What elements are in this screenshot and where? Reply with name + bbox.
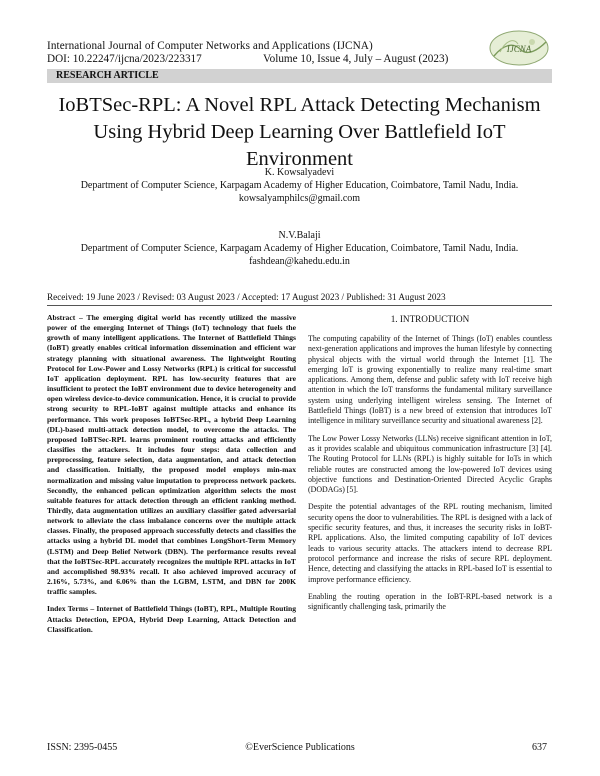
page-number: 637 <box>532 742 547 753</box>
author-2-name: N.V.Balaji <box>278 230 321 241</box>
author-1-name: K. Kowsalyadevi <box>264 167 335 178</box>
volume-issue: Volume 10, Issue 4, July – August (2023) <box>263 53 449 65</box>
intro-paragraph-2: The Low Power Lossy Networks (LLNs) receive significant attention in IoT, as it provides scalable and ubiquitous communication infrastructure [3] [4]. The Routing Protocol for LLNs (RPL) is highly suitable for IoTs in which reliable routes are constructed among the low-powered IoT devices using objective functions and Destination-Oriented Directed Acyclic Graphs (DODAGs) [5]. <box>308 433 552 495</box>
section-label: RESEARCH ARTICLE <box>56 70 159 81</box>
journal-logo <box>488 28 550 68</box>
index-terms: Index Terms – Internet of Battlefield Things (IoBT), RPL, Multiple Routing Attacks Detection, EPOA, Hybrid Deep Learning, Attack Detection and Classification. <box>47 604 296 634</box>
author-2-affiliation: Department of Computer Science, Karpagam Academy of Higher Education, Coimbatore, Tamil Nadu, India. <box>80 243 519 254</box>
author-1-affiliation: Department of Computer Science, Karpagam Academy of Higher Education, Coimbatore, Tamil Nadu, India. <box>80 180 519 191</box>
intro-paragraph-3: Despite the potential advantages of the RPL routing mechanism, limited security opens the door to vulnerabilities. The RPL is designed with a lack of specific security features, and thus, it increases the security risks in IoBT-RPL applications. Also, the limited computing capability of IoT devices leads to various security attacks. The attackers intend to decrease RPL protocol performance and increase the risks of secure RPL deployment. Hence, detecting and classifying the attacks in RPL-based IoT is essential to improve performance efficiency. <box>308 502 552 584</box>
header-divider <box>47 305 552 306</box>
footer-publisher: ©EverScience Publications <box>245 742 355 753</box>
author-1-email[interactable]: kowsalyamphilcs@gmail.com <box>238 193 361 204</box>
introduction-column <box>308 334 552 619</box>
journal-name: International Journal of Computer Networks and Applications (IJCNA) <box>47 40 373 52</box>
paper-title: IoBTSec-RPL: A Novel RPL Attack Detecting Mechanism Using Hybrid Deep Learning Over Battlefield IoT Environment <box>58 94 541 170</box>
intro-paragraph-1: The computing capability of the Internet of Things (IoT) enables countless next-generation applications and improves the human lifestyle by connecting physical objects with the virtual world through the Internet [1]. The emerging IoT is growing exponentially to realize many real-time smart applications. Among them, defense and public safety with IoT receive high attention in which the IoT transforms the fundamental military surveillance system using underlying intelligent wireless sensing. The Internet of Battlefield Things (IoBT) is a new breed of extension that introduces IoT intelligence in military surveillance security and situational awareness [2]. <box>308 334 552 426</box>
doi: DOI: 10.22247/ijcna/2023/223317 <box>47 53 202 65</box>
footer-issn: ISSN: 2395-0455 <box>47 742 118 753</box>
abstract-column <box>47 313 296 642</box>
abstract-text: Abstract – The emerging digital world has recently utilized the massive power of the emerging Internet of Things (IoT) technology that fuels the growth of many intelligent applications. The Internet of Battlefield Things (IoBT) greatly enables critical information dissemination and efficient war strategy planning with situational awareness. The lightweight Routing Protocol for Low-Power and Lossy Networks (RPL) is critical for successful IoT application deployment. RPL has low-security features that are insufficient to protect the IoBT environment due to device heterogeneity and open wireless device-to-device communication. Hence, it is crucial to provide strong security to RPL-IoBT against multiple attacks and enhance its performance. This work proposes IoBTSec-RPL, a hybrid Deep Learning (DL)-based multi-attack detection model, to overcome the attacks. The proposed IoBTSec-RPL learns prominent routing attacks and efficiently classifies the attackers. It includes four steps: data collection and preprocessing, feature selection, data augmentation, and attack detection and classification. Initially, the proposed model employs min-max normalization and missing value imputation to preprocess network packets. Secondly, the enhanced pelican optimization algorithm selects the most suitable features for attack detection through an efficient ranking method. Thirdly, data augmentation utilizes an auxiliary classifier gated adversarial network to alleviate the class imbalance concerns over the multiple attack classes. Finally, the proposed approach successfully detects and classifies the attacks using a hybrid DL model that combines LongShort-Term Memory (LSTM) and Deep Belief Network (DBN). The performance results reveal that the IoBTSec-RPL accurately recognizes the multiple RPL attacks in IoT and accomplished 98.93% recall. It also achieved improved accuracy of 2.16%, 5.73%, and 6.06% than the LGBM, LSTM, and DBN for 200K traffic samples. <box>47 313 296 597</box>
intro-paragraph-4: Enabling the routing operation in the IoBT-RPL-based network is a significantly challenging task, primarily the <box>308 591 552 612</box>
received-dates: Received: 19 June 2023 / Revised: 03 August 2023 / Accepted: 17 August 2023 / Published: 31 August 2023 <box>47 292 446 302</box>
logo-text: IJCNA <box>506 44 532 54</box>
author-2-email[interactable]: fashdean@kahedu.edu.in <box>249 256 350 267</box>
intro-heading: 1. INTRODUCTION <box>390 314 470 324</box>
